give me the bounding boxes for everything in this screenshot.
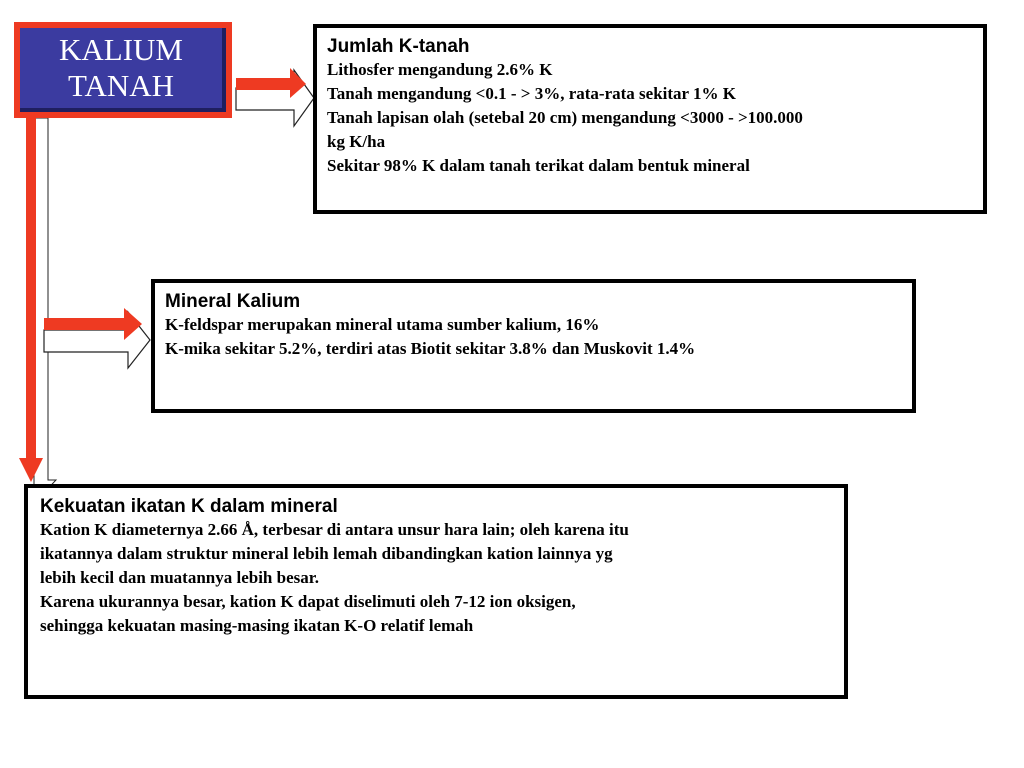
box-kekuatan-ikatan-heading: Kekuatan ikatan K dalam mineral bbox=[40, 496, 338, 517]
box-mineral-line-1: K-feldspar merupakan mineral utama sumber kalium, 16% bbox=[165, 315, 600, 334]
box-kekuatan-line-3: lebih kecil dan muatannya lebih besar. bbox=[40, 568, 319, 587]
box-jumlah-line-1: Lithosfer mengandung 2.6% K bbox=[327, 60, 553, 79]
box-jumlah-k-tanah bbox=[313, 24, 987, 214]
box-mineral-kalium-inner bbox=[154, 282, 913, 410]
box-jumlah-k-tanah-inner bbox=[316, 27, 984, 211]
box-mineral-kalium-heading: Mineral Kalium bbox=[165, 291, 301, 312]
box-jumlah-line-3: Tanah lapisan olah (setebal 20 cm) mengandung <3000 - >100.000 bbox=[327, 108, 803, 127]
box-kekuatan-line-1: Kation K diameternya 2.66 Å, terbesar di antara unsur hara lain; oleh karena itu bbox=[40, 520, 629, 539]
box-jumlah-k-tanah-heading: Jumlah K-tanah bbox=[327, 36, 470, 57]
box-mineral-kalium bbox=[151, 279, 916, 413]
trunk-shadow bbox=[34, 118, 56, 496]
box-kekuatan-line-2: ikatannya dalam struktur mineral lebih lemah dibandingkan kation lainnya yg bbox=[40, 544, 613, 563]
box-jumlah-line-2: Tanah mengandung <0.1 - > 3%, rata-rata sekitar 1% K bbox=[327, 84, 736, 103]
title-inner bbox=[20, 28, 226, 112]
title-box bbox=[14, 22, 232, 118]
box-jumlah-line-5: Sekitar 98% K dalam tanah terikat dalam bentuk mineral bbox=[327, 156, 750, 175]
box-kekuatan-line-4: Karena ukurannya besar, kation K dapat diselimuti oleh 7-12 ion oksigen, bbox=[40, 592, 576, 611]
title-line2: TANAH bbox=[67, 68, 174, 103]
box-kekuatan-ikatan-inner bbox=[27, 487, 845, 696]
title-line1: KALIUM bbox=[59, 32, 183, 67]
box-kekuatan-ikatan bbox=[24, 484, 848, 699]
box-kekuatan-line-5: sehingga kekuatan masing-masing ikatan K-O relatif lemah bbox=[40, 616, 474, 635]
box-mineral-line-2: K-mika sekitar 5.2%, terdiri atas Biotit sekitar 3.8% dan Muskovit 1.4% bbox=[165, 339, 696, 358]
box-jumlah-line-4: kg K/ha bbox=[327, 132, 386, 151]
